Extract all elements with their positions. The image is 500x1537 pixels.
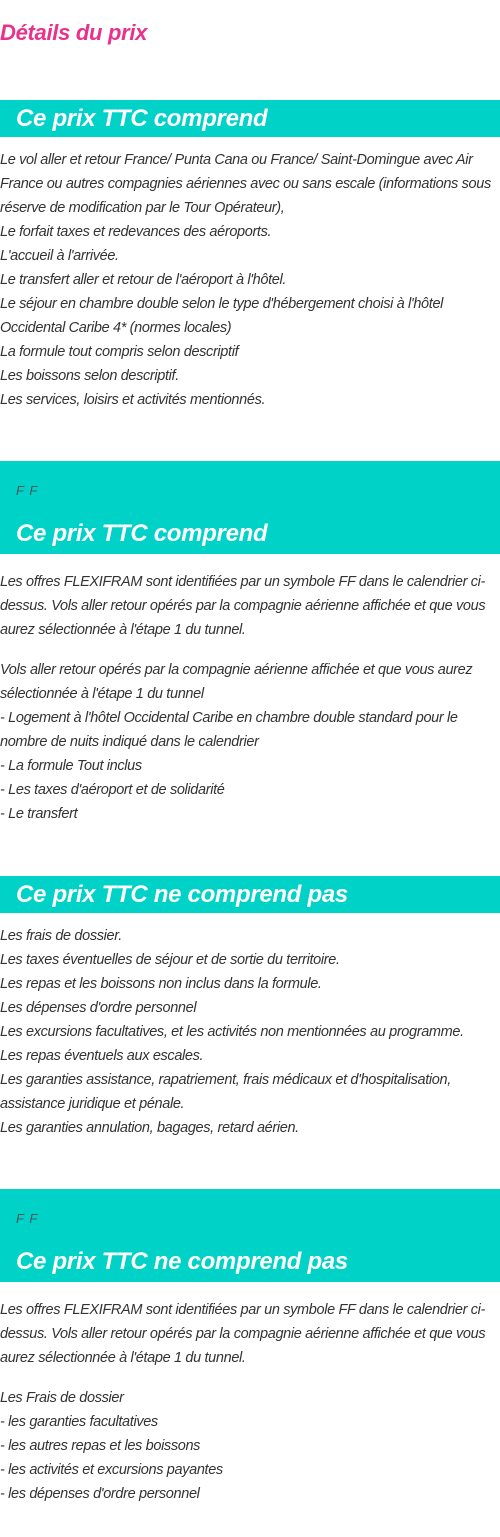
text-line: aurez sélectionnée à l'étape 1 du tunnel. xyxy=(0,1350,246,1366)
text-line: Les offres FLEXIFRAM sont identifiées par un symbole FF dans le calendrier ci- xyxy=(0,1302,485,1318)
section-title: Ce prix TTC comprend xyxy=(16,520,268,547)
section-body-excludes xyxy=(0,924,500,1140)
list-item: - Logement à l'hôtel Occidental Caribe en chambre double standard pour le xyxy=(0,710,458,726)
list-item: assistance juridique et pénale. xyxy=(0,1096,185,1112)
list-item: La formule tout compris selon descriptif xyxy=(0,344,239,360)
ff-includes-list xyxy=(0,658,500,826)
list-item: Le forfait taxes et redevances des aéroports. xyxy=(0,224,272,240)
ff-intro xyxy=(0,570,500,642)
list-item: Le séjour en chambre double selon le type d'hébergement choisi à l'hôtel xyxy=(0,296,444,312)
list-item: Les frais de dossier. xyxy=(0,928,122,944)
ff-intro xyxy=(0,1298,500,1370)
list-item: - les garanties facultatives xyxy=(0,1414,158,1430)
list-item: nombre de nuits indiqué dans le calendrier xyxy=(0,734,259,750)
list-item: Le transfert aller et retour de l'aéroport à l'hôtel. xyxy=(0,272,287,288)
section-body-ff-excludes xyxy=(0,1298,500,1506)
list-item: - La formule Tout inclus xyxy=(0,758,142,774)
list-item: Les services, loisirs et activités mentionnés. xyxy=(0,392,266,408)
section-title: Ce prix TTC ne comprend pas xyxy=(16,881,348,908)
section-title: Ce prix TTC ne comprend pas xyxy=(16,1248,348,1275)
list-item: France ou autres compagnies aériennes avec ou sans escale (informations sous xyxy=(0,176,491,192)
list-item: Les repas éventuels aux escales. xyxy=(0,1048,204,1064)
list-item: - les dépenses d'ordre personnel xyxy=(0,1486,200,1502)
text-line: aurez sélectionnée à l'étape 1 du tunnel. xyxy=(0,622,246,638)
list-item: Les excursions facultatives, et les activités non mentionnées au programme. xyxy=(0,1024,464,1040)
list-item: - Le transfert xyxy=(0,806,78,822)
list-item: Les boissons selon descriptif. xyxy=(0,368,179,384)
list-item: Les garanties assistance, rapatriement, frais médicaux et d'hospitalisation, xyxy=(0,1072,451,1088)
text-line: dessus. Vols aller retour opérés par la compagnie aérienne affichée et que vous xyxy=(0,598,486,614)
section-banner-includes xyxy=(0,100,500,137)
list-item: - les autres repas et les boissons xyxy=(0,1438,201,1454)
section-banner-ff-excludes xyxy=(0,1189,500,1282)
text-line: dessus. Vols aller retour opérés par la compagnie aérienne affichée et que vous xyxy=(0,1326,486,1342)
includes-list xyxy=(0,148,500,412)
list-item: Les repas et les boissons non inclus dans la formule. xyxy=(0,976,322,992)
list-item: Vols aller retour opérés par la compagnie aérienne affichée et que vous aurez xyxy=(0,662,473,678)
section-body-includes xyxy=(0,148,500,412)
excludes-list xyxy=(0,924,500,1140)
section-body-ff-includes xyxy=(0,570,500,826)
section-title: Ce prix TTC comprend xyxy=(16,105,268,132)
text-line: Les offres FLEXIFRAM sont identifiées par un symbole FF dans le calendrier ci- xyxy=(0,574,485,590)
list-item: - les activités et excursions payantes xyxy=(0,1462,223,1478)
ff-tag: F F xyxy=(16,1211,39,1226)
list-item: Les Frais de dossier xyxy=(0,1390,124,1406)
list-item: Occidental Caribe 4* (normes locales) xyxy=(0,320,232,336)
list-item: - Les taxes d'aéroport et de solidarité xyxy=(0,782,225,798)
ff-tag: F F xyxy=(16,483,39,498)
list-item: réserve de modification par le Tour Opérateur), xyxy=(0,200,285,216)
section-banner-ff-includes xyxy=(0,461,500,554)
list-item: Les taxes éventuelles de séjour et de sortie du territoire. xyxy=(0,952,340,968)
page-title: Détails du prix xyxy=(0,20,148,45)
list-item: L'accueil à l'arrivée. xyxy=(0,248,119,264)
list-item: sélectionnée à l'étape 1 du tunnel xyxy=(0,686,204,702)
ff-excludes-list xyxy=(0,1386,500,1506)
list-item: Le vol aller et retour France/ Punta Cana ou France/ Saint-Domingue avec Air xyxy=(0,152,473,168)
list-item: Les garanties annulation, bagages, retard aérien. xyxy=(0,1120,299,1136)
list-item: Les dépenses d'ordre personnel xyxy=(0,1000,197,1016)
section-banner-excludes xyxy=(0,876,500,913)
